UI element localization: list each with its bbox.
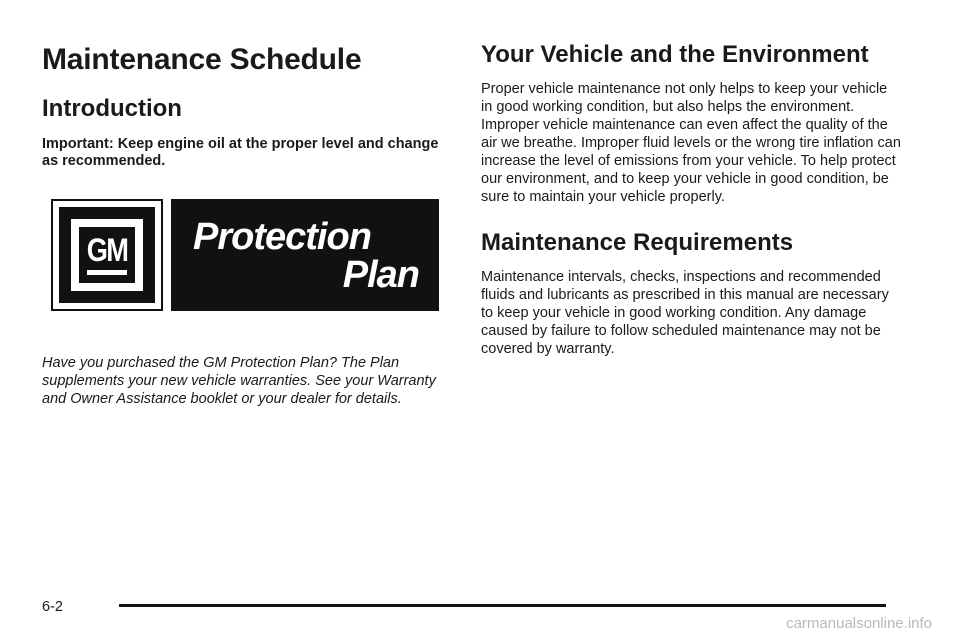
requirements-text: Maintenance intervals, checks, inspections and recommended fluids and lubricants as prescribed in this manual are necessary to keep your vehicle in good working condition. Any damage caused by failure to follow scheduled maintenance may not be covered by warranty. [481, 269, 889, 357]
environment-heading: Your Vehicle and the Environment [481, 41, 869, 68]
plan-word: Plan [342, 254, 419, 296]
environment-text: Proper vehicle maintenance not only helps to keep your vehicle in good working condition, but also helps the environment. Improper vehicle maintenance can even affect the quality of the air we breathe. Improper fluid levels or the wrong tire inflation can increase the level of emissions from your vehicle. To help protect our environment, and to keep your vehicle in good condition, be sure to maintain your vehicle properly. [481, 81, 901, 205]
gm-emblem [51, 199, 163, 311]
watermark: carmanualsonline.info [786, 615, 932, 632]
gm-protection-plan-logo [51, 199, 439, 311]
protection-plan-text: Have you purchased the GM Protection Plan? The Plan supplements your new vehicle warranties. See your Warranty and Owner Assistance booklet or your dealer for details. [42, 355, 436, 407]
protection-word: Protection [193, 216, 371, 258]
page-number: 6-2 [42, 599, 63, 615]
important-note: Important: Keep engine oil at the proper level and change as recommended. [42, 136, 439, 169]
footer-rule [119, 604, 886, 607]
protection-plan-banner [171, 199, 439, 311]
page-title: Maintenance Schedule [42, 43, 362, 76]
requirements-heading: Maintenance Requirements [481, 229, 794, 256]
gm-logo-text: GM [86, 232, 128, 268]
right-column [481, 40, 901, 358]
left-column [42, 40, 452, 408]
introduction-heading: Introduction [42, 95, 182, 122]
